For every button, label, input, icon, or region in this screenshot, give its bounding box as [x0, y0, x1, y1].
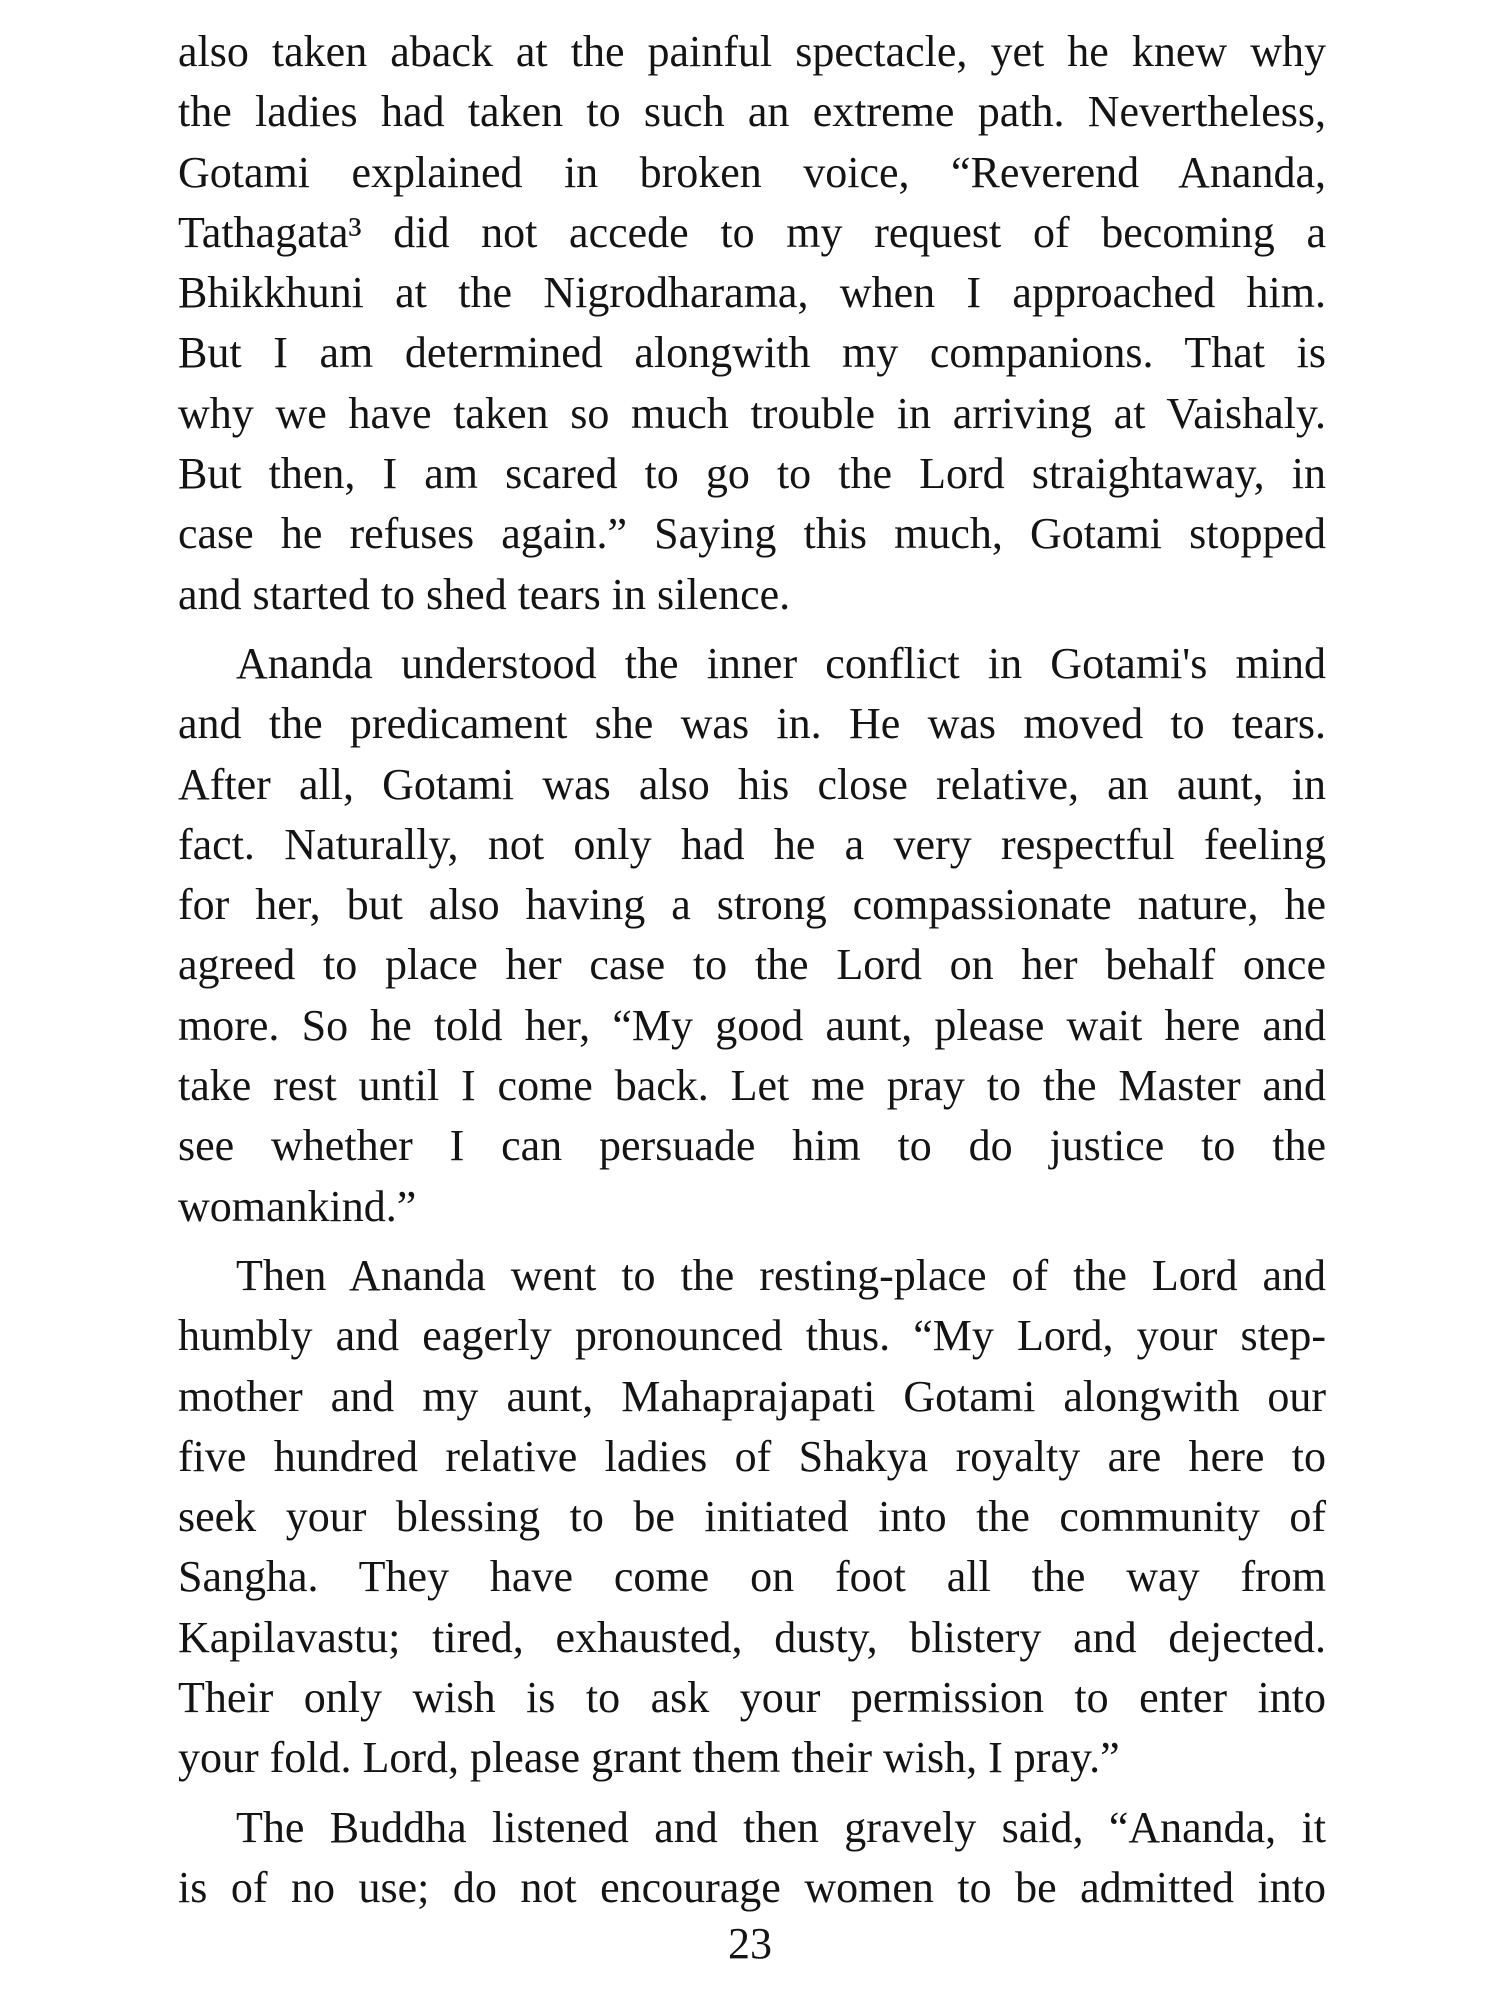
page-body	[178, 22, 1326, 1927]
text-line: is of no use; do not encourage women to be admitted into	[178, 1862, 1326, 1912]
text-line: Bhikkhuni at the Nigrodharama, when I approached him.	[178, 268, 1326, 318]
text-line: seek your blessing to be initiated into the community of	[178, 1492, 1326, 1542]
text-line: why we have taken so much trouble in arriving at Vaishaly.	[178, 388, 1326, 438]
page-number: 23	[728, 1919, 772, 1968]
text-line: agreed to place her case to the Lord on her behalf once	[178, 940, 1326, 990]
text-line: for her, but also having a strong compassionate nature, he	[178, 880, 1326, 930]
text-line: But then, I am scared to go to the Lord straightaway, in	[178, 449, 1326, 499]
paragraph-3	[178, 1246, 1326, 1789]
paragraph-2	[178, 634, 1326, 1237]
text-line: Their only wish is to ask your permission to enter into	[178, 1673, 1326, 1723]
text-line: and the predicament she was in. He was moved to tears.	[178, 699, 1326, 749]
text-line: After all, Gotami was also his close relative, an aunt, in	[178, 759, 1326, 809]
text-line: Then Ananda went to the resting-place of the Lord and	[236, 1250, 1326, 1300]
text-line: fact. Naturally, not only had he a very respectful feeling	[178, 819, 1326, 869]
text-line: humbly and eagerly pronounced thus. “My Lord, your step-	[178, 1311, 1326, 1361]
text-line: more. So he told her, “My good aunt, please wait here and	[178, 1000, 1326, 1050]
text-line: case he refuses again.” Saying this much, Gotami stopped	[178, 509, 1326, 559]
text-line: mother and my aunt, Mahaprajapati Gotami alongwith our	[178, 1371, 1326, 1421]
text-line: Gotami explained in broken voice, “Reverend Ananda,	[178, 147, 1326, 197]
text-line: Kapilavastu; tired, exhausted, dusty, blistery and dejected.	[178, 1612, 1326, 1662]
text-line: and started to shed tears in silence.	[178, 569, 791, 619]
paragraph-4	[178, 1798, 1326, 1919]
text-line: the ladies had taken to such an extreme path. Nevertheless,	[178, 87, 1326, 137]
text-line: womankind.”	[178, 1181, 417, 1231]
paragraph-1	[178, 22, 1326, 625]
text-line: take rest until I come back. Let me pray to the Master and	[178, 1061, 1326, 1111]
text-line: Sangha. They have come on foot all the way from	[178, 1552, 1326, 1602]
text-line: The Buddha listened and then gravely said, “Ananda, it	[236, 1802, 1326, 1852]
text-line: five hundred relative ladies of Shakya royalty are here to	[178, 1431, 1326, 1481]
text-line: see whether I can persuade him to do justice to the	[178, 1121, 1326, 1171]
text-line: But I am determined alongwith my companions. That is	[178, 328, 1326, 378]
text-line: also taken aback at the painful spectacle, yet he knew why	[178, 27, 1326, 76]
text-line: your fold. Lord, please grant them their wish, I pray.”	[178, 1733, 1120, 1783]
text-line: Ananda understood the inner conflict in Gotami's mind	[236, 638, 1326, 688]
text-line: Tathagata³ did not accede to my request of becoming a	[178, 207, 1326, 257]
